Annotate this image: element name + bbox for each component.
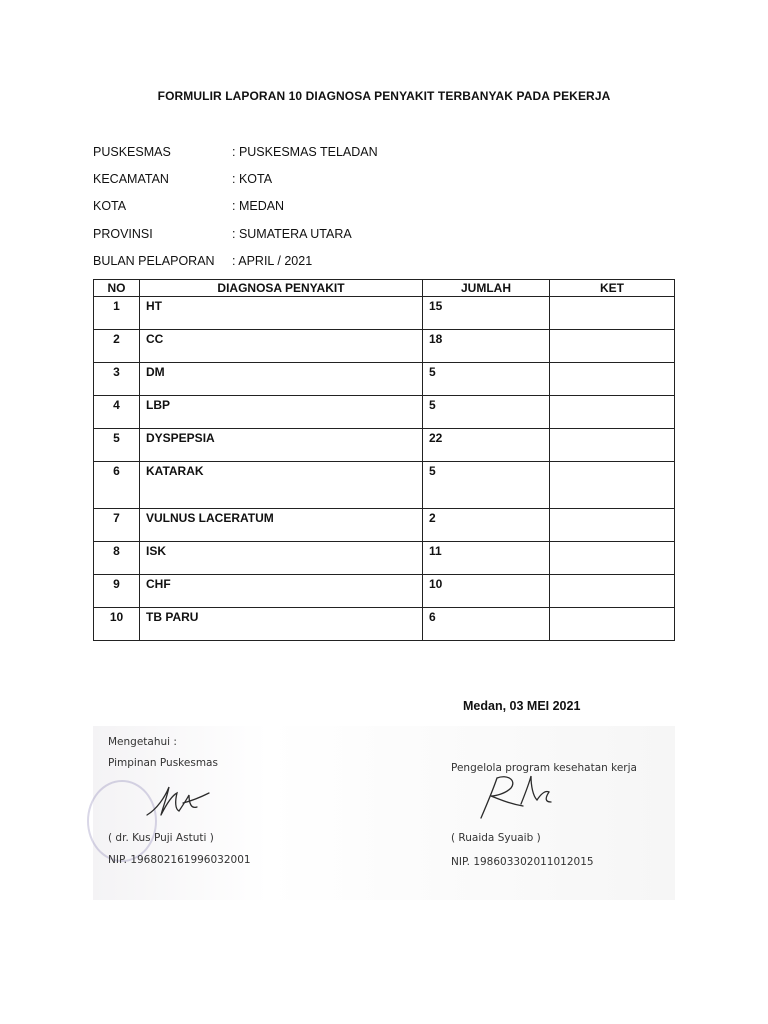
cell-ket [550, 396, 675, 429]
cell-diagnosa: KATARAK [140, 462, 423, 509]
cell-ket [550, 542, 675, 575]
meta-value: : APRIL / 2021 [232, 254, 313, 268]
meta-provinsi [93, 227, 352, 241]
signature-section [93, 726, 675, 900]
right-signer-nip: NIP. 198603302011012015 [451, 856, 594, 868]
table-row [94, 297, 675, 330]
cell-jumlah: 2 [423, 509, 550, 542]
cell-ket [550, 429, 675, 462]
meta-label: PUSKESMAS [93, 145, 171, 159]
header-no: NO [94, 280, 140, 297]
cell-no: 4 [94, 396, 140, 429]
table-row [94, 363, 675, 396]
meta-kecamatan [93, 172, 272, 186]
table-row [94, 429, 675, 462]
form-title: FORMULIR LAPORAN 10 DIAGNOSA PENYAKIT TERBANYAK PADA PEKERJA [157, 89, 611, 103]
cell-ket [550, 297, 675, 330]
header-ket: KET [550, 280, 675, 297]
cell-jumlah: 5 [423, 396, 550, 429]
place-date: Medan, 03 MEI 2021 [463, 699, 581, 713]
meta-label: KECAMATAN [93, 172, 169, 186]
table-row [94, 330, 675, 363]
cell-diagnosa: CC [140, 330, 423, 363]
meta-label: BULAN PELAPORAN [93, 254, 215, 268]
cell-no: 6 [94, 462, 140, 509]
cell-no: 8 [94, 542, 140, 575]
cell-ket [550, 575, 675, 608]
cell-no: 1 [94, 297, 140, 330]
left-signer-role: Pimpinan Puskesmas [108, 757, 218, 769]
cell-no: 7 [94, 509, 140, 542]
meta-label: KOTA [93, 199, 127, 213]
cell-jumlah: 5 [423, 462, 550, 509]
cell-no: 3 [94, 363, 140, 396]
cell-jumlah: 10 [423, 575, 550, 608]
cell-no: 5 [94, 429, 140, 462]
cell-jumlah: 18 [423, 330, 550, 363]
table-row [94, 462, 675, 509]
cell-diagnosa: ISK [140, 542, 423, 575]
cell-no: 2 [94, 330, 140, 363]
acknowledge-label: Mengetahui : [108, 736, 177, 748]
header-diagnosa: DIAGNOSA PENYAKIT [140, 280, 423, 297]
table-row [94, 396, 675, 429]
cell-no: 10 [94, 608, 140, 641]
cell-no: 9 [94, 575, 140, 608]
header-jumlah: JUMLAH [423, 280, 550, 297]
cell-ket [550, 363, 675, 396]
cell-jumlah: 15 [423, 297, 550, 330]
table-row [94, 542, 675, 575]
diagnosis-table [93, 279, 675, 641]
meta-bulan-pelaporan [93, 254, 312, 268]
meta-value: : MEDAN [232, 199, 285, 213]
cell-ket [550, 608, 675, 641]
table-row [94, 509, 675, 542]
cell-jumlah: 11 [423, 542, 550, 575]
cell-diagnosa: HT [140, 297, 423, 330]
cell-diagnosa: VULNUS LACERATUM [140, 509, 423, 542]
right-signer-name: ( Ruaida Syuaib ) [451, 832, 541, 844]
cell-diagnosa: DM [140, 363, 423, 396]
cell-ket [550, 509, 675, 542]
right-signature-icon [471, 770, 561, 822]
meta-value: : PUSKESMAS TELADAN [232, 145, 378, 159]
meta-value: : SUMATERA UTARA [232, 227, 352, 241]
cell-diagnosa: CHF [140, 575, 423, 608]
cell-ket [550, 462, 675, 509]
table-header-row [94, 280, 675, 297]
cell-diagnosa: DYSPEPSIA [140, 429, 423, 462]
table-row [94, 575, 675, 608]
left-signer-nip: NIP. 196802161996032001 [108, 854, 251, 866]
cell-ket [550, 330, 675, 363]
cell-jumlah: 22 [423, 429, 550, 462]
table-row [94, 608, 675, 641]
meta-value: : KOTA [232, 172, 273, 186]
cell-diagnosa: LBP [140, 396, 423, 429]
cell-diagnosa: TB PARU [140, 608, 423, 641]
left-signer-name: ( dr. Kus Puji Astuti ) [108, 832, 214, 844]
meta-label: PROVINSI [93, 227, 153, 241]
meta-kota [93, 199, 284, 213]
cell-jumlah: 5 [423, 363, 550, 396]
left-signature-icon [143, 781, 213, 821]
right-signer-role: Pengelola program kesehatan kerja [451, 762, 637, 774]
meta-puskesmas [93, 145, 378, 159]
cell-jumlah: 6 [423, 608, 550, 641]
